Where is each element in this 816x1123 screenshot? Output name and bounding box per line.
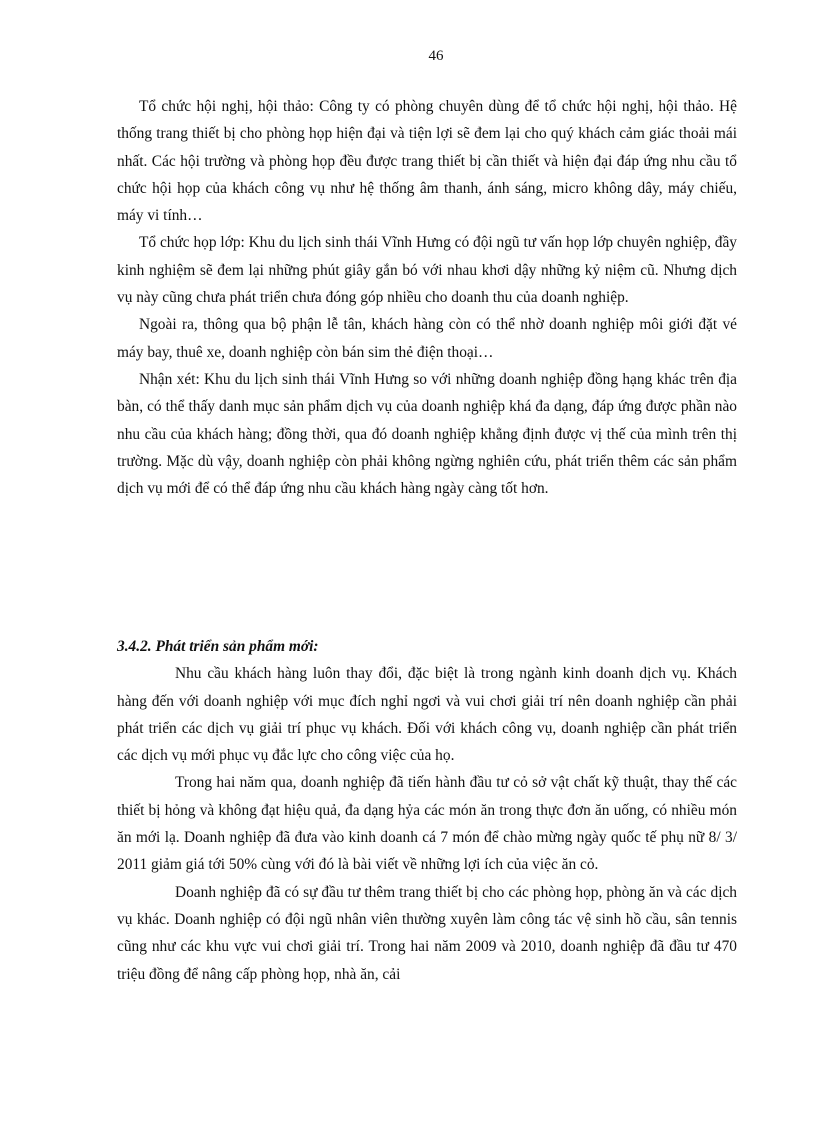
paragraph-assessment: Nhận xét: Khu du lịch sinh thái Vĩnh Hưng so với những doanh nghiệp đồng hạng khác trên địa bàn, có thể thấy danh mục sản phẩm dịch vụ của doanh nghiệp khá đa dạng, đáp ứng được phần nào nhu cầu của khách hàng; đồng thời, qua đó doanh nghiệp khẳng định được vị thế của mình trên thị trường. Mặc dù vậy, doanh nghiệp còn phải không ngừng nghiên cứu, phát triển thêm các sản phẩm dịch vụ mới để có thể đáp ứng nhu cầu khách hàng ngày càng tốt hơn.: [117, 370, 737, 498]
paragraph-conference: Tổ chức hội nghị, hội thảo: Công ty có phòng chuyên dùng để tổ chức hội nghị, hội thảo. Hệ thống trang thiết bị cho phòng họp hiện đại và tiện lợi sẽ đem lại cho quý khách cảm giác thoải mái nhất. Các hội trường và phòng họp đều được trang thiết bị cần thiết và hiện đại đáp ứng nhu cầu tổ chức hội họp của khách công vụ như hệ thống âm thanh, ánh sáng, micro không dây, máy chiếu, máy vi tính…: [117, 98, 737, 225]
new-product-section: [117, 633, 737, 988]
paragraph-customer-needs: Nhu cầu khách hàng luôn thay đổi, đặc biệt là trong ngành kinh doanh dịch vụ. Khách hàng đến với doanh nghiệp với mục đích nghỉ ngơi và vui chơi giải trí nên doanh nghiệp cần phải phát triển các dịch vụ giải trí phục vụ khách. Đối với khách công vụ, doanh nghiệp cần phát triển các dịch vụ mới phục vụ đắc lực cho công việc của họ.: [117, 665, 737, 765]
paragraph-equipment: Doanh nghiệp đã có sự đầu tư thêm trang thiết bị cho các phòng họp, phòng ăn và các dịch vụ khác. Doanh nghiệp có đội ngũ nhân viên thường xuyên làm công tác vệ sinh hồ cầu, sân tennis cũng như các khu vực vui chơi giải trí. Trong hai năm 2009 và 2010, doanh nghiệp đã đầu tư 470 triệu đồng để nâng cấp phòng họp, nhà ăn, cải: [117, 883, 737, 983]
page-number: 46: [428, 48, 444, 64]
paragraph-investment: Trong hai năm qua, doanh nghiệp đã tiến hành đầu tư cỏ sở vật chất kỹ thuật, thay thế các thiết bị hỏng và không đạt hiệu quả, đa dạng hỷa các món ăn trong thực đơn ăn uống, có nhiều món ăn mới lạ. Doanh nghiệp đã đưa vào kinh doanh cá 7 món để chào mừng ngày quốc tế phụ nữ 8/ 3/ 2011 giảm giá tới 50% cùng với đó là bài viết về những lợi ích của việc ăn cỏ.: [117, 774, 737, 874]
services-section: [117, 93, 737, 502]
section-heading: 3.4.2. Phát triển sản phẩm mới:: [117, 638, 319, 655]
paragraph-class-reunion: Tổ chức họp lớp: Khu du lịch sinh thái Vĩnh Hưng có đội ngũ tư vấn họp lớp chuyên nghiệp, đầy kinh nghiệm sẽ đem lại những phút giây gắn bó với nhau khơi dậy những kỷ niệm cũ. Nhưng dịch vụ này cũng chưa phát triển chưa đóng góp nhiều cho doanh thu của doanh nghiệp.: [117, 234, 737, 307]
paragraph-other-services: Ngoài ra, thông qua bộ phận lễ tân, khách hàng còn có thể nhờ doanh nghiệp môi giới đặt vé máy bay, thuê xe, doanh nghiệp còn bán sim thẻ điện thoại…: [117, 316, 737, 361]
